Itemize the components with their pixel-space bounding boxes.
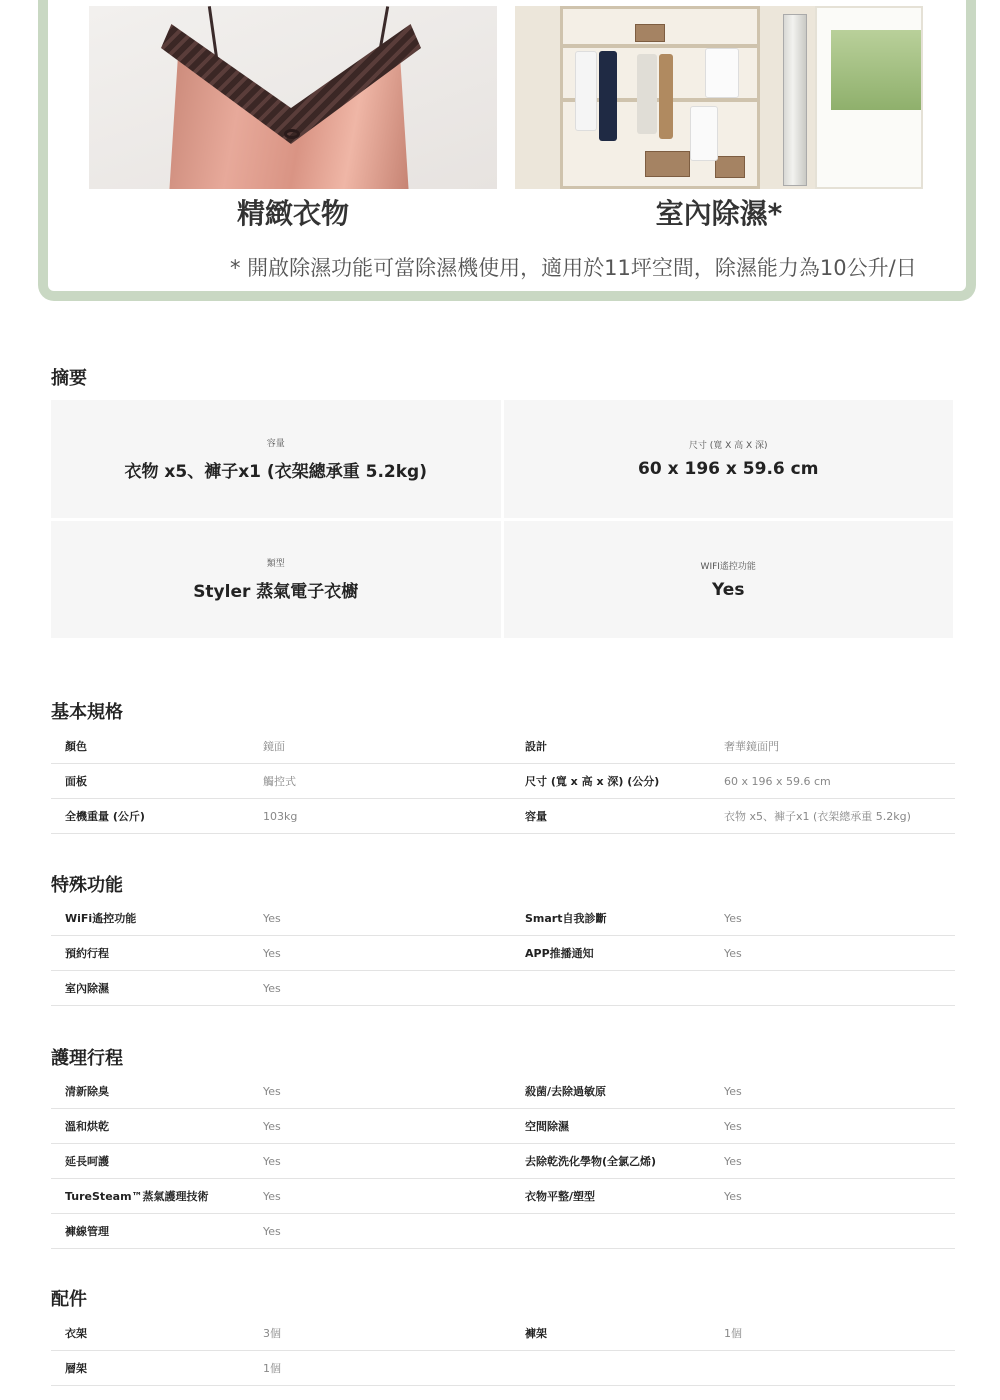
spec-value: Yes bbox=[724, 1084, 742, 1098]
special-features-title: 特殊功能 bbox=[51, 875, 123, 896]
spec-name: 層架 bbox=[65, 1362, 87, 1375]
spec-value: Yes bbox=[724, 1189, 742, 1203]
hanging-top bbox=[705, 48, 739, 98]
spec-name: 設計 bbox=[525, 740, 547, 753]
table-row bbox=[51, 1214, 955, 1249]
spec-name bbox=[512, 1351, 711, 1385]
spec-name: 預約行程 bbox=[65, 947, 109, 960]
table-row bbox=[51, 1109, 955, 1144]
hanging-jacket bbox=[599, 51, 617, 141]
spec-name: 殺菌/去除過敏原 bbox=[525, 1085, 607, 1098]
summary-wifi bbox=[504, 521, 954, 639]
spec-value: 103kg bbox=[263, 809, 298, 823]
hanging-tee bbox=[690, 106, 718, 161]
spec-value: 60 x 196 x 59.6 cm bbox=[724, 774, 831, 788]
spec-value: Yes bbox=[263, 981, 281, 995]
special-features-table bbox=[51, 901, 955, 1006]
spec-value: Yes bbox=[263, 911, 281, 925]
delicate-clothes-image bbox=[89, 6, 497, 189]
table-row bbox=[51, 764, 955, 799]
spec-value: Yes bbox=[724, 1154, 742, 1168]
summary-value: Styler 蒸氣電子衣櫥 bbox=[193, 582, 359, 603]
spec-name: 室內除濕 bbox=[65, 982, 109, 995]
spec-name: 空間除濕 bbox=[525, 1120, 569, 1133]
spec-value: Yes bbox=[263, 1084, 281, 1098]
spec-name: APP推播通知 bbox=[525, 947, 594, 960]
styler-appliance bbox=[783, 14, 807, 186]
table-row bbox=[51, 1074, 955, 1109]
summary-type bbox=[51, 521, 501, 639]
spec-name: Smart自我診斷 bbox=[525, 912, 607, 925]
storage-box bbox=[635, 24, 665, 42]
storage-box bbox=[715, 156, 745, 178]
summary-label: WIFI遙控功能 bbox=[700, 561, 756, 572]
spec-name: 顏色 bbox=[65, 740, 87, 753]
spec-value bbox=[711, 1214, 955, 1248]
spec-name: WiFi遙控功能 bbox=[65, 912, 137, 925]
basic-specs-title: 基本規格 bbox=[51, 702, 123, 723]
spec-name bbox=[512, 971, 711, 1005]
spec-value: 1個 bbox=[724, 1327, 742, 1340]
table-row bbox=[51, 729, 955, 764]
spec-name: 面板 bbox=[65, 775, 87, 788]
indoor-dehumidify-image bbox=[515, 6, 923, 189]
table-row bbox=[51, 901, 955, 936]
table-row bbox=[51, 1316, 955, 1351]
summary-value: 60 x 196 x 59.6 cm bbox=[638, 459, 819, 480]
table-row bbox=[51, 1351, 955, 1386]
spec-name: 尺寸 (寬 x 高 x 深) (公分) bbox=[525, 775, 660, 788]
summary-grid bbox=[51, 400, 953, 638]
spec-value: Yes bbox=[263, 1119, 281, 1133]
summary-value: Yes bbox=[712, 579, 745, 600]
hanging-shirt bbox=[637, 54, 657, 134]
spec-name: 褲線管理 bbox=[65, 1225, 109, 1238]
spec-name: 衣架 bbox=[65, 1327, 87, 1340]
spec-value: Yes bbox=[263, 1224, 281, 1238]
feature-caption-delicate: 精緻衣物 bbox=[236, 197, 349, 230]
summary-dimensions bbox=[504, 400, 954, 518]
table-row bbox=[51, 1179, 955, 1214]
spec-name: 去除乾洗化學物(全氯乙烯) bbox=[525, 1155, 657, 1168]
summary-label: 容量 bbox=[266, 438, 285, 449]
spec-value: Yes bbox=[724, 1119, 742, 1133]
spec-value: Yes bbox=[724, 911, 742, 925]
spec-name: TureSteam™蒸氣護理技術 bbox=[65, 1190, 209, 1203]
basic-specs-table bbox=[51, 729, 955, 834]
storage-box bbox=[645, 151, 690, 177]
summary-value: 衣物 x5、褲子x1 (衣架總承重 5.2kg) bbox=[124, 461, 427, 482]
summary-label: 尺寸 (寬 X 高 X 深) bbox=[688, 441, 768, 452]
hanging-shirt bbox=[575, 51, 597, 131]
spec-value: Yes bbox=[263, 1189, 281, 1203]
spec-value: Yes bbox=[263, 946, 281, 960]
spec-value: Yes bbox=[263, 1154, 281, 1168]
spec-name bbox=[512, 1214, 711, 1248]
accessories-title: 配件 bbox=[51, 1289, 87, 1310]
spec-name: 清新除臭 bbox=[65, 1085, 109, 1098]
table-row bbox=[51, 971, 955, 1006]
spec-value: 3個 bbox=[263, 1327, 281, 1340]
spec-value: 觸控式 bbox=[263, 775, 296, 788]
spec-name: 全機重量 (公斤) bbox=[65, 810, 145, 823]
spec-value: 奢華鏡面門 bbox=[724, 740, 779, 753]
spec-name: 延長呵護 bbox=[65, 1155, 109, 1168]
table-row bbox=[51, 1144, 955, 1179]
spec-value: 1個 bbox=[263, 1362, 281, 1375]
spec-value bbox=[711, 971, 955, 1005]
spec-name: 衣物平整/塑型 bbox=[525, 1190, 596, 1203]
spec-value: 鏡面 bbox=[263, 740, 285, 753]
care-programs-table bbox=[51, 1074, 955, 1249]
feature-caption-dehumidify: 室內除濕* bbox=[655, 197, 783, 230]
table-row bbox=[51, 936, 955, 971]
window-view bbox=[831, 30, 921, 110]
spec-value bbox=[711, 1351, 955, 1385]
camisole-bow bbox=[284, 129, 300, 139]
accessories-table bbox=[51, 1316, 955, 1386]
spec-value: 衣物 x5、褲子x1 (衣架總承重 5.2kg) bbox=[724, 810, 911, 823]
spec-name: 褲架 bbox=[525, 1327, 547, 1340]
summary-label: 類型 bbox=[266, 559, 285, 570]
spec-value: Yes bbox=[724, 946, 742, 960]
care-programs-title: 護理行程 bbox=[51, 1048, 123, 1069]
hanging-coat bbox=[659, 54, 673, 139]
spec-name: 容量 bbox=[525, 810, 547, 823]
table-row bbox=[51, 799, 955, 834]
summary-capacity bbox=[51, 400, 501, 518]
spec-name: 溫和烘乾 bbox=[65, 1120, 109, 1133]
summary-title: 摘要 bbox=[51, 368, 87, 389]
dehumidify-footnote: * 開啟除濕功能可當除濕機使用，適用於11坪空間，除濕能力為10公升/日 bbox=[230, 256, 917, 280]
